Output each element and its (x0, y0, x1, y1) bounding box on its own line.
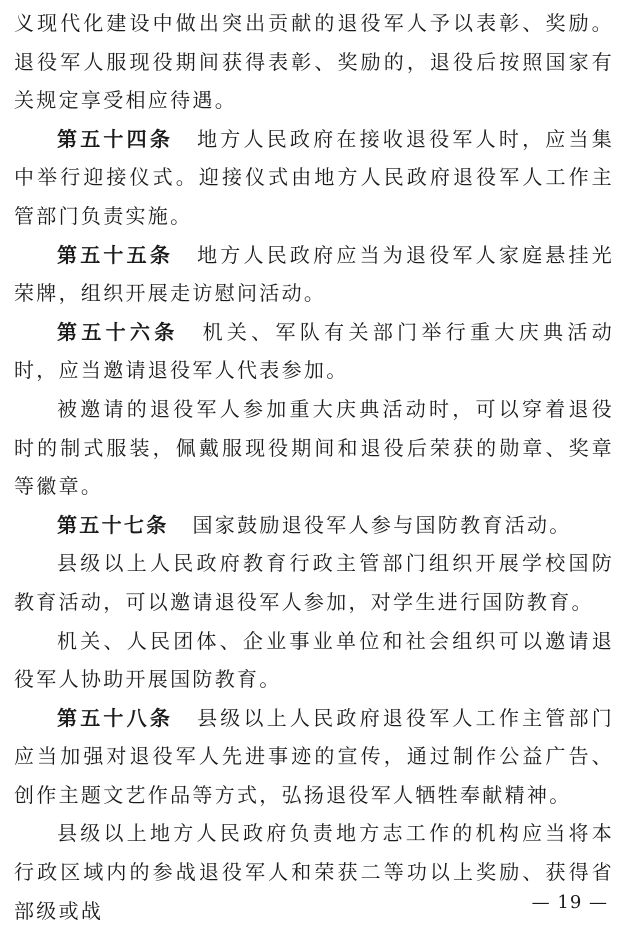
article-number: 第五十四条 (57, 126, 174, 151)
paragraph-text: 国家鼓励退役军人参与国防教育活动。 (192, 512, 572, 537)
article-number: 第五十八条 (57, 705, 174, 730)
paragraph-text: 机关、人民团体、企业事业单位和社会组织可以邀请退役军人协助开展国防教育。 (14, 628, 614, 692)
paragraph (14, 814, 614, 930)
article-58 (14, 699, 614, 815)
article-54 (14, 120, 614, 236)
paragraph-text: 县级以上人民政府教育行政主管部门组织开展学校国防教育活动，可以邀请退役军人参加，对学生进行国防教育。 (14, 551, 614, 614)
paragraph (14, 544, 614, 621)
article-56 (14, 313, 614, 390)
paragraph-text: 地方人民政府应当为退役军人家庭悬挂光荣牌，组织开展走访慰问活动。 (14, 242, 615, 306)
paragraph-text: 机关、军队有关部门举行重大庆典活动时，应当邀请退役军人代表参加。 (14, 319, 614, 383)
paragraph-text: 县级以上地方人民政府负责地方志工作的机构应当将本行政区域内的参战退役军人和荣获二等功以上奖励、获得省部级或战 (14, 821, 614, 923)
page-number: — 19 — (531, 892, 608, 913)
paragraph-text: 地方人民政府在接收退役军人时，应当集中举行迎接仪式。迎接仪式由地方人民政府退役军人工作主管部门负责实施。 (14, 126, 615, 228)
article-number: 第五十五条 (57, 242, 174, 267)
paragraph-continuation (14, 4, 614, 120)
paragraph-text: 县级以上人民政府退役军人工作主管部门应当加强对退役军人先进事迹的宣传，通过制作公益广告、创作主题文艺作品等方式，弘扬退役军人牺牲奉献精神。 (14, 705, 615, 807)
paragraph (14, 622, 614, 699)
document-page (14, 4, 614, 930)
article-number: 第五十七条 (57, 512, 169, 537)
paragraph (14, 390, 614, 506)
article-number: 第五十六条 (57, 319, 179, 344)
paragraph-text: 被邀请的退役军人参加重大庆典活动时，可以穿着退役时的制式服装，佩戴服现役期间和退役后荣获的勋章、奖章等徽章。 (14, 396, 614, 499)
article-55 (14, 236, 614, 313)
article-57 (14, 506, 614, 545)
paragraph-text: 义现代化建设中做出突出贡献的退役军人予以表彰、奖励。退役军人服现役期间获得表彰、奖励的，退役后按照国家有关规定享受相应待遇。 (14, 11, 614, 113)
